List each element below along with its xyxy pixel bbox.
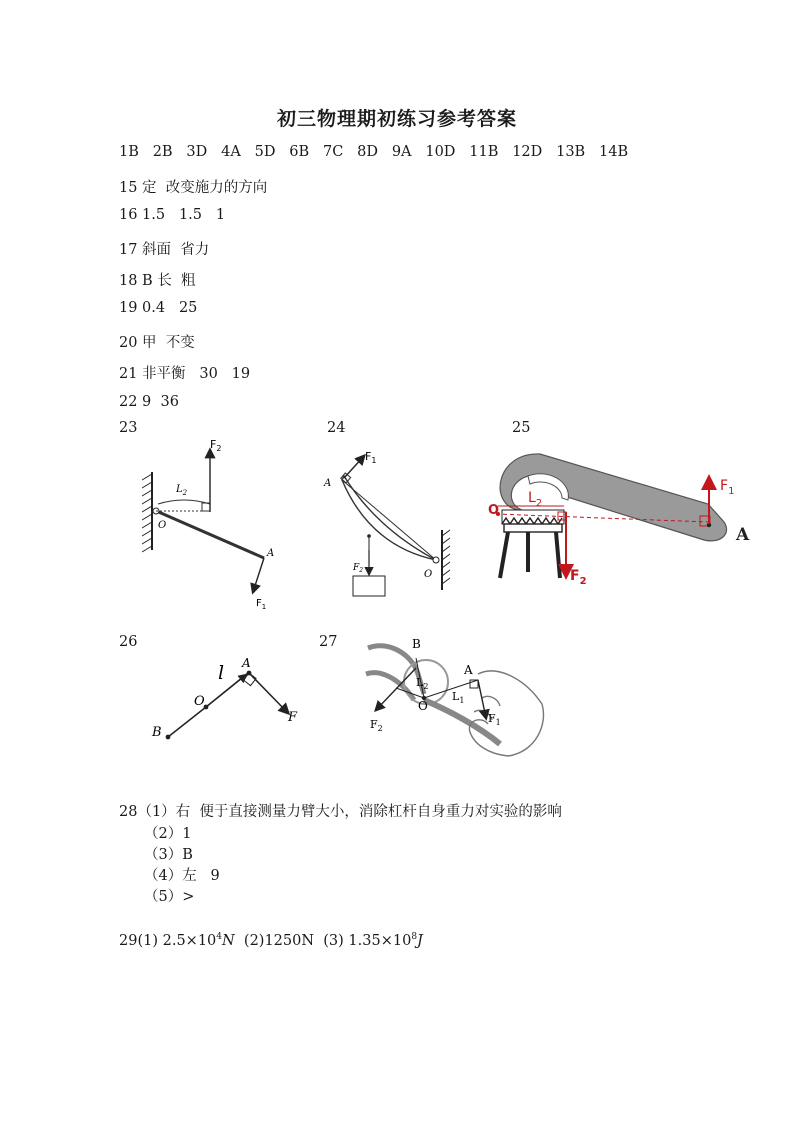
label-a: A [242, 656, 251, 670]
label-f: F [288, 710, 298, 725]
stool-leg-right [556, 532, 560, 578]
force-f1-arrow [253, 558, 264, 592]
label-o: O [418, 699, 428, 713]
label-o: O [488, 503, 500, 518]
figure-label-23: 23 [119, 420, 138, 436]
force-f-arrow [249, 673, 288, 713]
figure-26-lever-arm [150, 655, 320, 750]
wall-hatch [142, 472, 152, 552]
label-f2: $F_2$ [353, 563, 364, 574]
answer-20: 20 甲 不变 [119, 335, 195, 351]
figure-label-26: 26 [119, 634, 138, 650]
force-f1-arrow [478, 680, 486, 718]
stool-seat [504, 524, 562, 532]
figure-24-curved-lever [318, 440, 458, 605]
figure-27-pliers-hand [358, 634, 548, 764]
label-l2: $L_2$ [176, 484, 188, 497]
label-f2: $F_2$ [570, 568, 587, 587]
answer-28-2: （2）1 [144, 826, 192, 842]
q29-a2: (2)1250N (3) [234, 932, 349, 949]
stool-leg-left [500, 532, 508, 578]
answer-21: 21 非平衡 30 19 [119, 366, 251, 382]
page-title: 初三物理期初练习参考答案 [276, 108, 517, 130]
point-a [247, 671, 252, 676]
point-b [166, 735, 171, 740]
label-f1: $F_1$ [488, 712, 501, 727]
label-l2: $L_2$ [528, 490, 543, 509]
arm-line [342, 480, 436, 560]
arm-l-arrow [206, 675, 246, 707]
answer-16: 16 1.5 1.5 1 [119, 207, 226, 223]
label-a: A [464, 663, 473, 677]
label-o: O [424, 569, 433, 580]
figure-label-24: 24 [327, 420, 346, 436]
q29-a3-unit: J [417, 932, 423, 949]
label-o: O [194, 694, 205, 709]
choice-answers: 1B 2B 3D 4A 5D 6B 7C 8D 9A 10D 11B 12D 13B 14B [119, 144, 629, 160]
label-f1: $F_1$ [720, 478, 735, 497]
answer-29 [119, 932, 423, 949]
answer-19: 19 0.4 25 [119, 300, 198, 316]
label-a: A [324, 478, 332, 489]
force-f1-arrow [344, 456, 364, 478]
label-l1: $L_1$ [452, 690, 465, 705]
answer-28-4: （4）左 9 [144, 868, 220, 884]
right-angle-mark [202, 503, 210, 511]
q29-prefix: 29(1) [119, 932, 163, 949]
answer-15: 15 定 改变施力的方向 [119, 180, 268, 196]
pivot-point [433, 557, 439, 563]
q29-a3-mantissa: 1.35×10 [348, 932, 412, 949]
q29-a1-exp: 4 [216, 932, 223, 942]
answer-28-3: （3）B [144, 847, 193, 863]
label-l2: $L_2$ [416, 676, 429, 691]
answer-28-5: （5）> [144, 889, 195, 905]
figure-23-lever-diagram [140, 432, 300, 612]
label-o: O [158, 520, 167, 531]
label-b: B [152, 725, 162, 740]
label-l: l [218, 662, 225, 684]
rod-ob [168, 707, 206, 737]
label-f2: $F_2$ [210, 438, 222, 453]
figure-label-27: 27 [319, 634, 338, 650]
q29-a3-exp: 8 [411, 932, 418, 942]
figure-label-25: 25 [512, 420, 531, 436]
hanging-block [353, 576, 385, 596]
wall-hatch [442, 530, 450, 590]
label-f1: $F_1$ [256, 598, 267, 611]
label-b: B [412, 637, 421, 651]
label-a: A [267, 548, 275, 559]
label-a: A [736, 525, 750, 545]
answer-17: 17 斜面 省力 [119, 242, 210, 258]
label-f1: $F_1$ [365, 450, 377, 465]
answer-18: 18 B 长 粗 [119, 273, 196, 289]
hand-outline [469, 671, 543, 756]
answer-28-1: 28（1）右 便于直接测量力臂大小，消除杠杆自身重力对实验的影响 [119, 804, 562, 820]
attach-point [367, 534, 371, 538]
label-f2: $F_2$ [370, 718, 383, 733]
q29-a1-unit: N [222, 932, 235, 949]
figure-25-nutcracker [488, 448, 764, 588]
answer-22: 22 9 36 [119, 394, 179, 410]
lever-bar [154, 510, 264, 558]
q29-a1-mantissa: 2.5×10 [162, 932, 217, 949]
